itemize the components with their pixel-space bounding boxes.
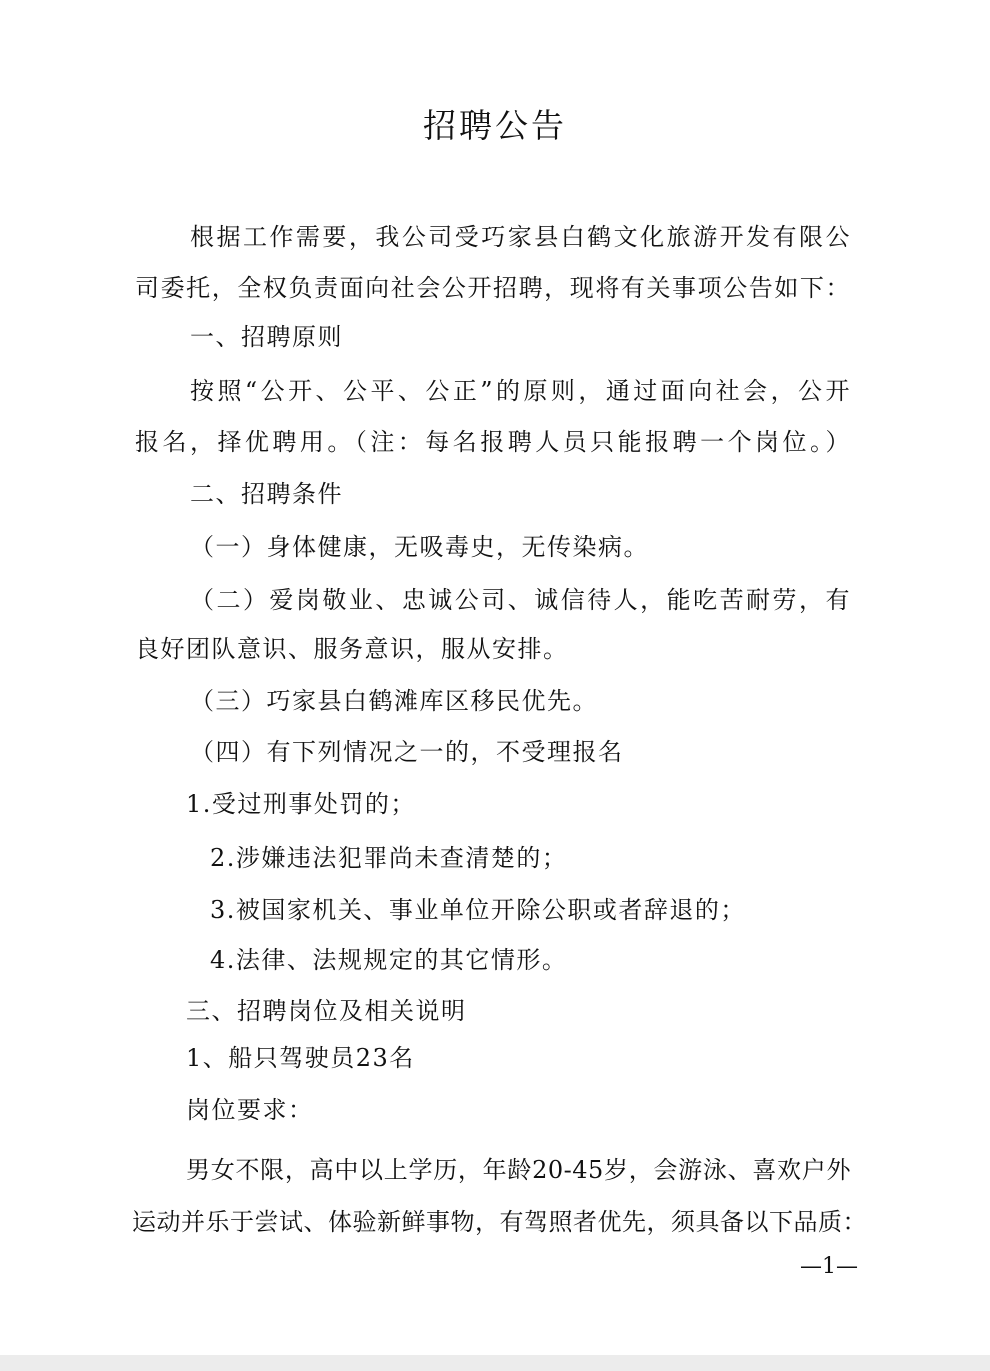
page-number: —1— (800, 1254, 858, 1279)
intro-line-2: 司委托，全权负责面向社会公开招聘，现将有关事项公告如下： (135, 274, 851, 302)
condition-2-line-2: 良好团队意识、服务意识，服从安排。 (135, 635, 569, 663)
exclusion-1: 1.受过刑事处罚的； (186, 790, 416, 818)
condition-3: （三）巧家县白鹤滩库区移民优先。 (190, 687, 598, 715)
requirements-line-2: 运动并乐于尝试、体验新鲜事物，有驾照者优先，须具备以下品质： (132, 1208, 867, 1236)
requirements-line-1: 男女不限，高中以上学历，年龄20-45岁，会游泳、喜欢户外 (186, 1156, 851, 1184)
condition-1: （一）身体健康，无吸毒史，无传染病。 (190, 533, 649, 561)
requirements-heading: 岗位要求： (186, 1096, 314, 1124)
principle-line-2: 报名，择优聘用。（注：每名报聘人员只能报聘一个岗位。） (135, 428, 851, 456)
section-2-heading: 二、招聘条件 (190, 480, 343, 508)
exclusion-4: 4.法律、法规规定的其它情形。 (210, 946, 568, 974)
section-3-heading: 三、招聘岗位及相关说明 (186, 997, 467, 1025)
principle-line-1: 按照“公开、公平、公正”的原则，通过面向社会，公开 (190, 377, 851, 405)
post-1: 1、船只驾驶员23名 (186, 1044, 415, 1072)
exclusion-3: 3.被国家机关、事业单位开除公职或者辞退的； (210, 896, 746, 924)
document-title: 招聘公告 (423, 106, 567, 145)
exclusion-2: 2.涉嫌违法犯罪尚未查清楚的； (210, 844, 568, 872)
intro-line-1: 根据工作需要，我公司受巧家县白鹤文化旅游开发有限公 (190, 223, 851, 251)
condition-2-line-1: （二）爱岗敬业、忠诚公司、诚信待人，能吃苦耐劳，有 (190, 586, 851, 614)
condition-4: （四）有下列情况之一的，不受理报名 (190, 738, 624, 766)
page-bottom-edge (0, 1355, 990, 1371)
section-1-heading: 一、招聘原则 (190, 323, 343, 351)
